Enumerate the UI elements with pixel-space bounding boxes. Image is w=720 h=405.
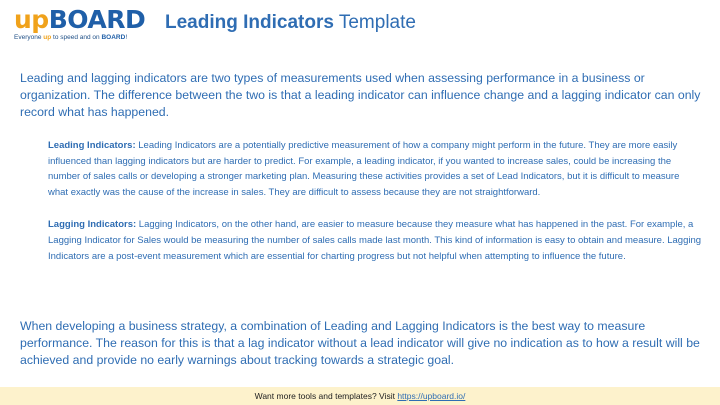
logo-up: up (14, 5, 49, 34)
lagging-indicators-item (48, 217, 702, 264)
tagline-part: ! (125, 34, 128, 41)
tagline-part: Everyone (14, 34, 44, 41)
tagline-part: to speed and on (51, 34, 102, 41)
item-label: Lagging Indicators: (48, 219, 137, 231)
item-text: Leading Indicators are a potentially predictive measurement of how a company might perform in the future. They are more easily influenced than lagging indicators but are harder to predict. For example, a leading indicator, if you wanted to increase sales, could be increasing the number of sales calls or developing a stronger marketing plan. Measuring these activities provides a set of Lead Indicators, but it is difficult to measure what exactly was the cause of the increase in sales. They are difficult to assess because they are not straightforward. (48, 140, 680, 198)
logo-board: BOARD (48, 5, 146, 34)
leading-indicators-item (48, 138, 702, 200)
page-title (165, 11, 416, 35)
item-text: Lagging Indicators, on the other hand, are easier to measure because they measure what has happened in the past. For example, a Lagging Indicator for Sales would be measuring the number of sales calls made last month. This kind of information is easy to obtain and measure. Lagging Indicators are a post-event measurement which are essential for charting progress but not helpful when attempting to influence the future. (48, 219, 702, 262)
closing-paragraph: When developing a business strategy, a combination of Leading and Lagging Indicators is the best way to measure performance. The reason for this is that a lag indicator without a lead indicator will give no indication as to how a result will be achieved and provide no early warnings about tracking towards a strategic goal. (20, 319, 700, 367)
tagline-up: up (43, 34, 52, 41)
tagline-board: BOARD (101, 34, 126, 41)
logo-wordmark (14, 6, 145, 34)
header (0, 0, 720, 48)
footer-text: Want more tools and templates? Visit (254, 391, 398, 401)
footer-link[interactable]: https://upboard.io/ (397, 391, 466, 401)
footer (0, 387, 720, 405)
content (20, 70, 702, 264)
title-strong: Leading Indicators (165, 12, 334, 33)
upboard-logo[interactable] (14, 6, 145, 41)
item-label: Leading Indicators: (48, 140, 136, 151)
title-rest: Template (338, 12, 416, 33)
logo-tagline (14, 34, 145, 41)
intro-paragraph: Leading and lagging indicators are two types of measurements used when assessing performance in a business or organization. The difference between the two is that a leading indicator can influence change and a lagging indicator can only record what has happened. (20, 71, 701, 119)
